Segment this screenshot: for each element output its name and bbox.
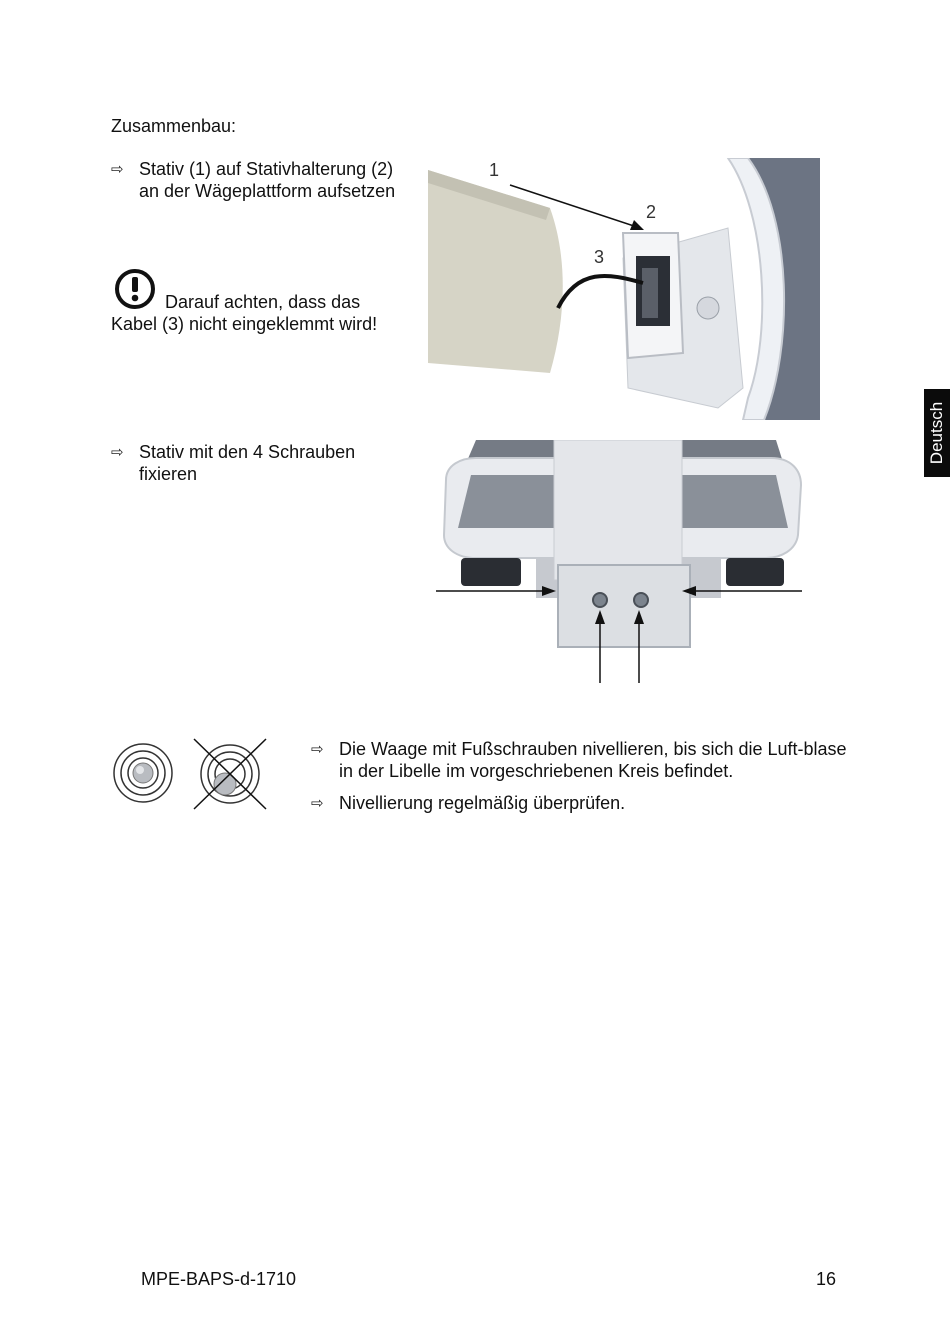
label-holder: 2 bbox=[646, 202, 657, 222]
step-text: Die Waage mit Fußschrauben nivellieren, bis sich die Luft-blase in der Libelle im vorgeschriebenen Kreis befindet. bbox=[339, 739, 847, 781]
warning-note bbox=[111, 268, 396, 335]
label-stand: 1 bbox=[489, 160, 500, 180]
label-cable: 3 bbox=[594, 247, 605, 267]
warning-text: Darauf achten, dass das Kabel (3) nicht eingeklemmt wird! bbox=[111, 292, 378, 334]
stand-mounting-photo bbox=[428, 158, 820, 420]
arrow-bullet-icon: ⇨ bbox=[311, 740, 324, 758]
stand-screws-photo bbox=[436, 440, 808, 686]
step-text: Stativ mit den 4 Schrauben fixieren bbox=[139, 442, 356, 484]
step-text: Stativ (1) auf Stativhalterung (2) an der Wägeplattform aufsetzen bbox=[139, 159, 396, 201]
arrow-bullet-icon: ⇨ bbox=[111, 443, 124, 461]
section-heading: Zusammenbau: bbox=[111, 116, 237, 136]
arrow-bullet-icon: ⇨ bbox=[311, 794, 324, 812]
language-side-tab bbox=[924, 389, 950, 477]
exclamation-circle-icon bbox=[111, 268, 159, 310]
side-tab-label: Deutsch bbox=[927, 401, 946, 465]
footer-page-number: 16 bbox=[816, 1269, 837, 1289]
step-check-level bbox=[311, 792, 851, 814]
step-fix-stand bbox=[111, 441, 401, 485]
step-mount-stand bbox=[111, 158, 401, 202]
level-incorrect-icon bbox=[192, 737, 268, 811]
footer-doc-code: MPE-BAPS-d-1710 bbox=[141, 1269, 297, 1289]
step-level-scale bbox=[311, 738, 851, 782]
arrow-bullet-icon: ⇨ bbox=[111, 160, 124, 178]
step-text: Nivellierung regelmäßig überprüfen. bbox=[339, 793, 626, 813]
level-correct-icon bbox=[112, 737, 174, 809]
